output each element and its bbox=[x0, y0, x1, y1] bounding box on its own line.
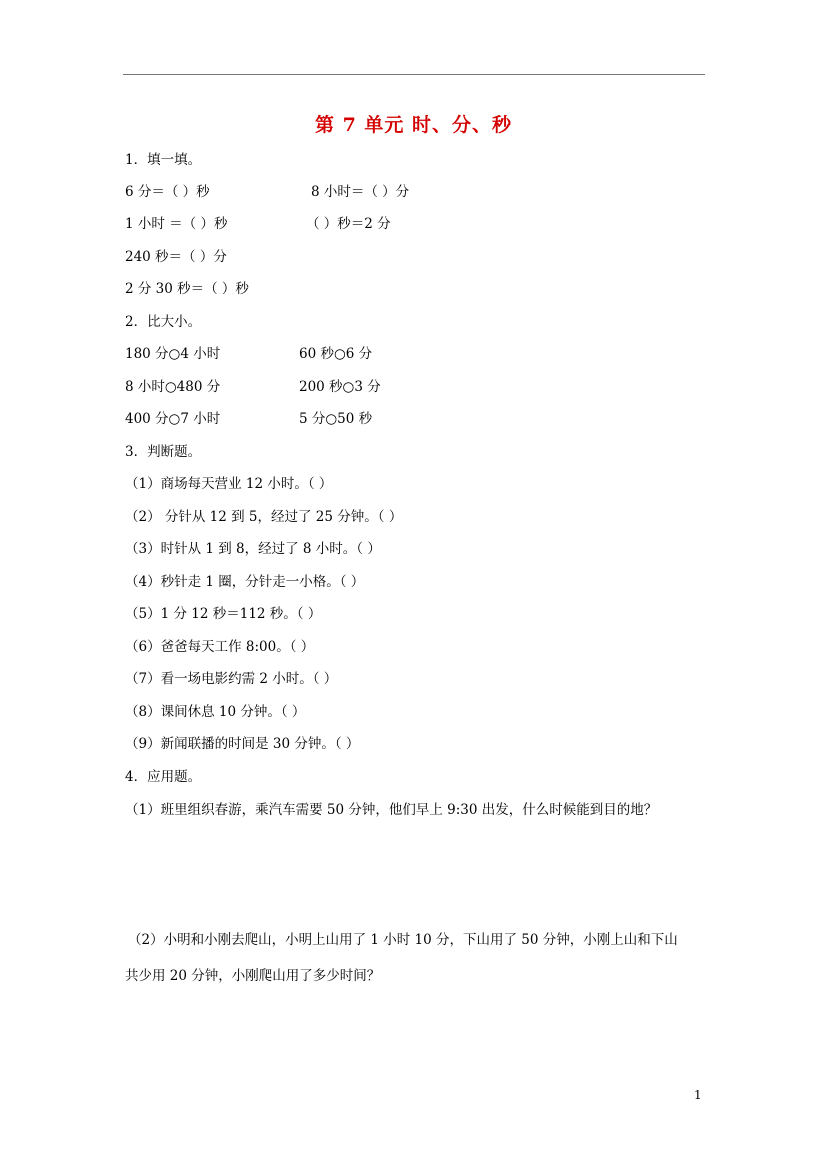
judge-item: （4）秒针走 1 圈，分针走一小格。（ ） bbox=[125, 574, 365, 590]
page-number: 1 bbox=[694, 1088, 702, 1102]
fill-item: 6 分＝（ ）秒 bbox=[125, 184, 210, 200]
word-problem-2-line-2: 共少用 20 分钟，小刚爬山用了多少时间？ bbox=[125, 968, 381, 984]
judge-item: （1）商场每天营业 12 小时。（ ） bbox=[125, 476, 333, 492]
judge-item: （2） 分针从 12 到 5，经过了 25 分钟。（ ） bbox=[125, 509, 403, 525]
judge-item: （7）看一场电影约需 2 小时。（ ） bbox=[125, 671, 338, 687]
section-3-heading: 3．判断题。 bbox=[125, 444, 202, 460]
section-4-heading: 4．应用题。 bbox=[125, 769, 202, 785]
section-2-heading: 2．比大小。 bbox=[125, 314, 202, 330]
judge-item: （3）时针从 1 到 8，经过了 8 小时。（ ） bbox=[125, 541, 381, 557]
judge-item: （6）爸爸每天工作 8:00。（ ） bbox=[125, 639, 315, 655]
compare-item: 5 分○50 秒 bbox=[299, 411, 373, 427]
fill-item: 240 秒＝（ ）分 bbox=[125, 249, 227, 265]
compare-item: 180 分○4 小时 bbox=[125, 346, 221, 362]
compare-item: 400 分○7 小时 bbox=[125, 411, 221, 427]
fill-item: （ ）秒＝2 分 bbox=[306, 216, 391, 232]
section-1-heading: 1．填一填。 bbox=[125, 152, 202, 168]
fill-item: 8 小时＝（ ）分 bbox=[311, 184, 410, 200]
word-problem-1: （1）班里组织春游，乘汽车需要 50 分钟，他们早上 9:30 出发，什么时候能到目的地？ bbox=[125, 802, 658, 818]
judge-item: （5）1 分 12 秒＝112 秒。（ ） bbox=[125, 606, 322, 622]
compare-item: 200 秒○3 分 bbox=[299, 379, 381, 395]
judge-item: （8）课间休息 10 分钟。（ ） bbox=[125, 704, 306, 720]
fill-item: 2 分 30 秒＝（ ）秒 bbox=[125, 281, 249, 297]
compare-item: 8 小时○480 分 bbox=[125, 379, 221, 395]
page-title: 第 7 单元 时、分、秒 bbox=[314, 114, 513, 136]
fill-item: 1 小时 ＝（ ）秒 bbox=[125, 216, 228, 232]
judge-item: （9）新闻联播的时间是 30 分钟。（ ） bbox=[125, 736, 360, 752]
compare-item: 60 秒○6 分 bbox=[299, 346, 373, 362]
word-problem-2-line-1: （2）小明和小刚去爬山，小明上山用了 1 小时 10 分，下山用了 50 分钟，小刚上山和下山 bbox=[128, 932, 678, 948]
header-rule bbox=[123, 74, 705, 75]
